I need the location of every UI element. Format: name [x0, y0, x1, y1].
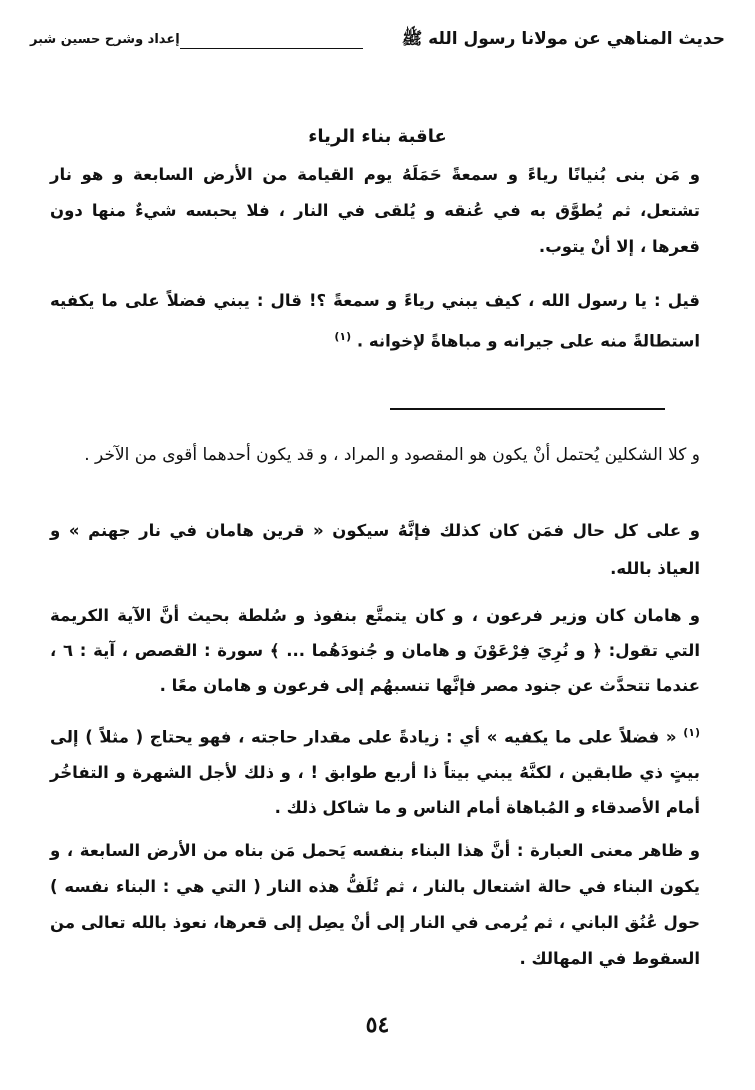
commentary-paragraph-1: و كلا الشكلين يُحتمل أنْ يكون هو المقصود و المراد ، و قد يكون أحدهما أقوى من الآخر .	[84, 445, 700, 465]
author-credit: إعداد وشرح حسين شبر	[30, 32, 180, 47]
hadith-paragraph-2-text: قيل : يا رسول الله ، كيف يبني رياءً و سمعةً ؟! قال : يبني فضلاً على ما يكفيه استطالةً منه على جيرانه و مباهاةً لإخوانه .	[50, 291, 700, 351]
book-title: حديث المناهي عن مولانا رسول الله ﷺ	[401, 29, 725, 49]
footnote-number: (١)	[683, 726, 701, 739]
commentary-paragraph-2: و على كل حال فمَن كان كذلك فإنَّهُ سيكون « قرين هامان في نار جهنم » و العياذ بالله.	[50, 521, 700, 578]
footnote-text: « فضلاً على ما يكفيه » أي : زيادةً على مقدار حاجته ، فهو يحتاج ( مثلاً ) إلى بيتٍ ذي طابقين ، لكنَّهُ يبني بيتاً ذا أربع طوابق ! ، و ذلك لأجل الشهرة و التفاخُر أمام الأصدقاء و المُباهاة أمام الناس و ما شاكل ذلك .	[50, 727, 700, 817]
commentary-paragraph-4: و ظاهر معنى العبارة : أنَّ هذا البناء بنفسه يَحمل مَن بناه من الأرض السابعة ، و يكون البناء في حالة اشتعال بالنار ، ثم تُلَفُّ هذه النار ( التي هي : البناء نفسه ) حول عُنُق الباني ، ثم يُرمى في النار إلى أنْ يصِل إلى قعرها، نعوذ بالله تعالى من السقوط في المهالك .	[50, 841, 700, 968]
page-number: ٥٤	[365, 1012, 390, 1038]
footnote-divider	[390, 408, 665, 410]
section-title: عاقبة بناء الرياء	[308, 126, 447, 147]
footnote-marker: (١)	[334, 330, 352, 343]
hadith-paragraph-2	[50, 283, 700, 360]
commentary-paragraph-3: و هامان كان وزير فرعون ، و كان يتمتَّع بنفوذ و سُلطة بحيث أنَّ الآية الكريمة التي تقول: ﴿ و نُرِيَ فِرْعَوْنَ و هامان و جُنودَهُما ... ﴾ سورة : القصص ، آية : ٦ ، عندما تتحدَّث عن جنود مصر فإنَّها تنسبهُم إلى فرعون و هامان معًا .	[50, 606, 700, 695]
hadith-paragraph-1: و مَن بنى بُنيانًا رياءً و سمعةً حَمَلَهُ يوم القيامة من الأرض السابعة و هو نار تشتعل، ثم يُطوَّق به في عُنقه و يُلقى في النار ، فلا يحبسه شيءٌ منها دون قعرها ، إلا أنْ يتوب.	[50, 165, 700, 256]
footnote-paragraph	[50, 715, 700, 825]
